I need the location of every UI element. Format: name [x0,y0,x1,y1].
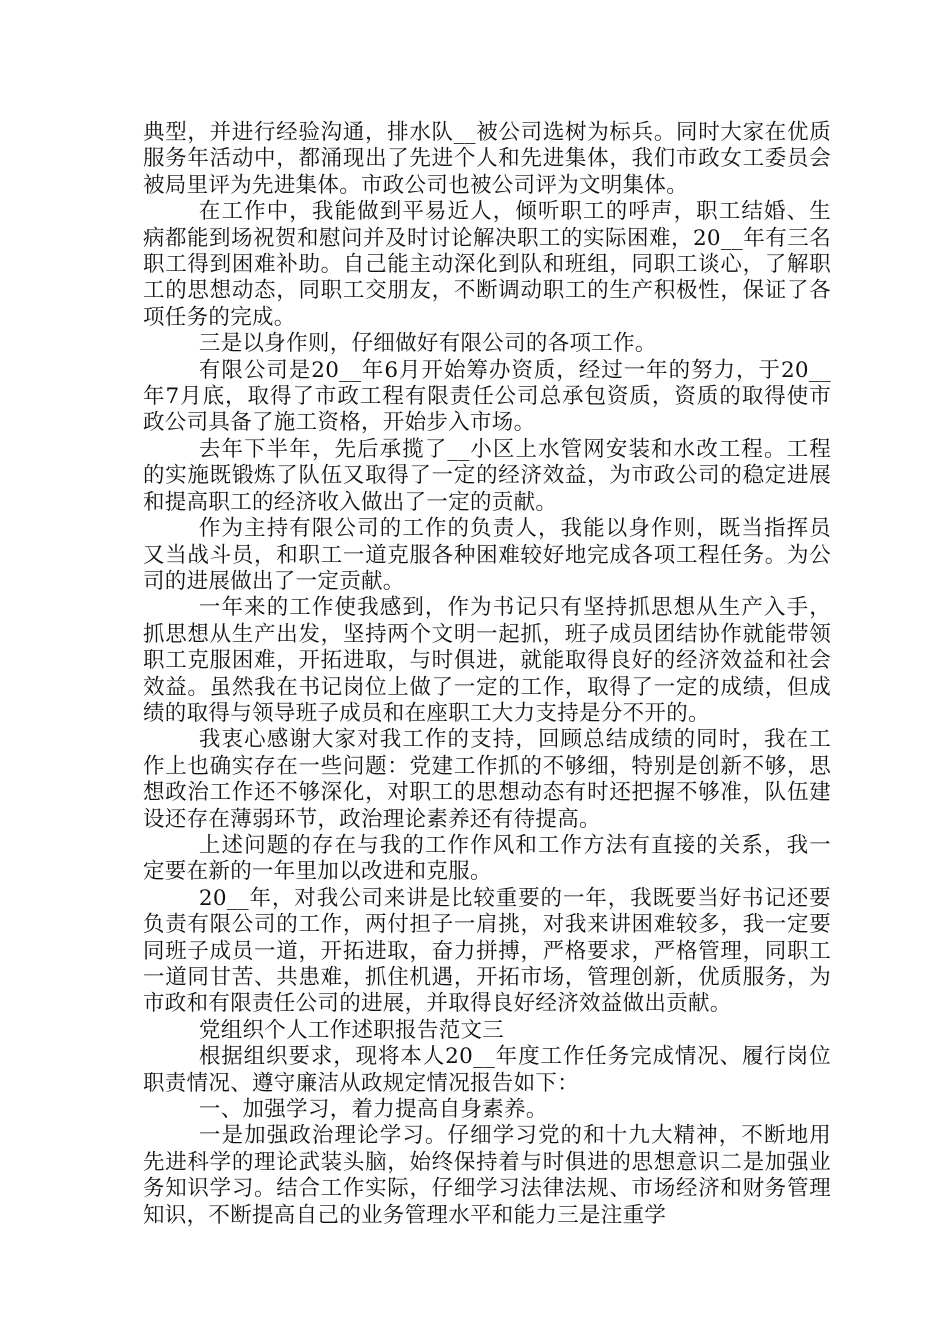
paragraph-study-details: 一是加强政治理论学习。仔细学习党的和十九大精神，不断地用先进科学的理论武装头脑，始终保持着与时俱进的思想意识二是加强业务知识学习。结合工作实际，仔细学习法律法规、市场经济和财务管理知识，不断提高自己的业务管理水平和能力三是注重学 [143,1123,831,1228]
paragraph-report-intro: 根据组织要求，现将本人20__年度工作任务完成情况、履行岗位职责情况、遵守廉洁从政规定情况报告如下： [143,1044,831,1096]
paragraph-projects: 去年下半年，先后承揽了__小区上水管网安装和水改工程。工程的实施既锻炼了队伍又取得了一定的经济效益，为市政公司的稳定进展和提高职工的经济收入做出了一定的贡献。 [143,436,831,515]
paragraph-problems: 我衷心感谢大家对我工作的支持，回顾总结成绩的同时，我在工作上也确实存在一些问题：党建工作抓的不够细，特别是创新不够，思想政治工作还不够深化，对职工的思想动态有时还把握不够准，队伍建设还存在薄弱环节，政治理论素养还有待提高。 [143,727,831,832]
paragraph-section-three: 三是以身作则，仔细做好有限公司的各项工作。 [198,331,657,357]
document-body [143,120,831,1229]
paragraph-leadership: 作为主持有限公司的工作的负责人，我能以身作则，既当指挥员又当战斗员，和职工一道克服各种困难较好地完成各项工程任务。为公司的进展做出了一定贡献。 [143,516,831,594]
paragraph-next-year: 20__年，对我公司来讲是比较重要的一年，我既要当好书记还要负责有限公司的工作，两付担子一肩挑，对我来讲困难较多，我一定要同班子成员一道，开拓进取，奋力拼搏，严格要求，严格管理，同职工一道同甘苦、共患难，抓住机遇，开拓市场，管理创新，优质服务，为市政和有限责任公司的进展，并取得良好经济效益做出贡献。 [143,885,831,1017]
paragraph-improvement: 上述问题的存在与我的工作作风和工作方法有直接的关系，我一定要在新的一年里加以改进和克服。 [143,832,831,885]
paragraph-care-for-workers: 在工作中，我能做到平易近人，倾听职工的呼声，职工结婚、生病都能到场祝贺和慰问并及时讨论解决职工的实际困难，20__年有三名职工得到困难补助。自己能主动深化到队和班组，同职工谈心，了解职工的思想动态，同职工交朋友，不断调动职工的生产积极性，保证了各项任务的完成。 [143,199,831,330]
paragraph-reflection: 一年来的工作使我感到，作为书记只有坚持抓思想从生产入手，抓思想从生产出发，坚持两个文明一起抓，班子成员团结协作就能带领职工克服困难，开拓进取，与时俱进，就能取得良好的经济效益和社会效益。虽然我在书记岗位上做了一定的工作，取得了一定的成绩，但成绩的取得与领导班子成员和在座职工大力支持是分不开的。 [143,595,831,726]
paragraph-continued: 典型，并进行经验沟通，排水队__被公司选树为标兵。同时大家在优质服务年活动中，都涌现出了先进个人和先进集体，我们市政女工委员会被局里评为先进集体。市政公司也被公司评为文明集体。 [143,120,831,198]
section-heading-sample-three: 党组织个人工作述职报告范文三 [198,1017,505,1043]
paragraph-qualification: 有限公司是20__年6月开始筹办资质，经过一年的努力，于20__年7月底，取得了市政工程有限责任公司总承包资质，资质的取得使市政公司具备了施工资格，开始步入市场。 [143,357,831,436]
paragraph-heading-study: 一、加强学习，着力提高自身素养。 [198,1097,548,1123]
